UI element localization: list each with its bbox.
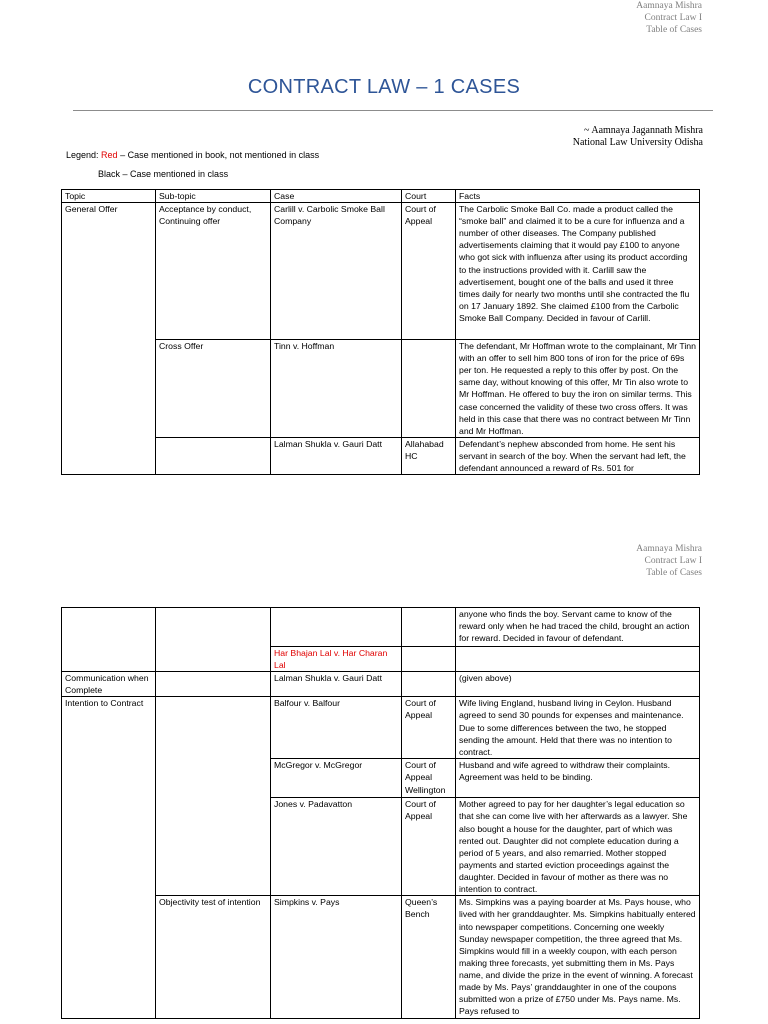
header-author: Aamnaya Mishra [636,544,702,554]
court-cell [402,672,456,697]
subtopic-cell [156,672,271,697]
facts-cell: Husband and wife agreed to withdraw their complaints. Agreement was held to be binding. [456,759,700,798]
court-cell: Court of Appeal [402,798,456,896]
running-header [636,0,702,36]
legend-black-text: Black – Case mentioned in class [98,169,229,179]
header-case: Case [271,190,402,203]
facts-cell: (given above) [456,672,700,697]
legend-prefix: Legend: [66,150,102,160]
facts-cell: The Carbolic Smoke Ball Co. made a product called the “smoke ball” and claimed it to be a cure for influenza and a number of other diseases. The Company published advertisements claiming that it would pay £100 to anyone who got sick with influenza after using its product according to the instructions provided with it. Carlill saw the advertisement, bought one of the balls and used it three times daily for nearly two months until she contracted the flu on 17 January 1892. She claimed £100 from the Carbolic Smoke Ball Company. Decided in favour of Carlill. [456,203,700,340]
subtopic-cell [156,697,271,896]
court-cell: Queen’s Bench [402,896,456,1019]
court-cell: Court of Appeal [402,203,456,340]
case-cell: Carlill v. Carbolic Smoke Ball Company [271,203,402,340]
topic-cell [62,608,156,672]
facts-cell: anyone who finds the boy. Servant came to know of the reward only when he had traced the child, brought an action for reward. Decided in favour of defendant. [456,608,700,647]
header-course: Contract Law I [644,556,702,566]
case-cell: Lalman Shukla v. Gauri Datt [271,438,402,475]
topic-cell: General Offer [62,203,156,475]
facts-cell: The defendant, Mr Hoffman wrote to the complainant, Mr Tinn with an offer to sell him 800 tons of iron for the price of 69s per ton. He requested a reply to this offer by post. On the same day, without knowing of this offer, Mr Tin also wrote to Mr Hoffman. He offered to buy the iron on similar terms. This case concerned the validity of these two cross offers. It was held in this case that there was no contract between Mr Tinn and Mr Hoffman. [456,340,700,438]
legend-red-word: Red [101,150,118,160]
case-cell: Balfour v. Balfour [271,697,402,759]
header-author: Aamnaya Mishra [636,1,702,11]
topic-cell: Communication when Complete [62,672,156,697]
subtopic-cell [156,438,271,475]
cases-table-page2 [61,607,700,1019]
legend-red-text: – Case mentioned in book, not mentioned in class [117,150,320,160]
court-cell [402,340,456,438]
topic-cell: Intention to Contract [62,697,156,1019]
subtopic-cell: Objectivity test of intention [156,896,271,1019]
court-cell: Court of Appeal Wellington [402,759,456,798]
case-cell-red: Har Bhajan Lal v. Har Charan Lal [271,647,402,672]
author-affiliation: National Law University Odisha [572,137,703,148]
facts-cell: Mother agreed to pay for her daughter’s legal education so that she can come live with her afterwards as a lawyer. She also bought a house for the daughter, part of which was rented out. Daughter did not complete education during a period of 5 years, and also remarried. Mother stopped payments and started eviction proceedings against the daughter. Decided in favour of mother as there was no intention to contract. [456,798,700,896]
cases-table-page1 [61,189,700,475]
facts-cell [456,647,700,672]
case-cell: Tinn v. Hoffman [271,340,402,438]
header-topic: Topic [62,190,156,203]
header-subtopic: Sub-topic [156,190,271,203]
case-cell: McGregor v. McGregor [271,759,402,798]
subtopic-cell: Acceptance by conduct, Continuing offer [156,203,271,340]
court-cell: Court of Appeal [402,697,456,759]
running-header-page2 [636,543,702,579]
table-row [62,438,700,475]
header-doc-title: Table of Cases [646,25,702,35]
court-cell [402,647,456,672]
author-name: ~ Aamnaya Jagannath Mishra [584,125,703,136]
court-cell [402,608,456,647]
facts-cell: Defendant’s nephew absconded from home. He sent his servant in search of the boy. When the servant had left, the defendant announced a reward of Rs. 501 for [456,438,700,475]
case-cell [271,608,402,647]
case-cell: Lalman Shukla v. Gauri Datt [271,672,402,697]
case-cell: Simpkins v. Pays [271,896,402,1019]
legend-black-line [98,169,228,180]
table-header-row [62,190,700,203]
table-row [62,608,700,647]
subtopic-cell [156,608,271,672]
header-court: Court [402,190,456,203]
facts-cell: Ms. Simpkins was a paying boarder at Ms. Pays house, who lived with her granddaughter. Ms. Simpkins habitually entered into newspaper competitions. Concerning one weekly Sunday newspaper competition, the three agreed that Ms. Simpkins would fill in a weekly coupon, with each person making three forecasts, yet submitting them in Ms. Pays name, and divide the prize in the event of winning. A forecast made by Ms. Pays’ granddaughter in one of the coupons submitted won a prize of £750 under Ms. Pays name. Ms. Pays refused to [456,896,700,1019]
title-divider [73,110,713,111]
subtopic-cell: Cross Offer [156,340,271,438]
legend-red-line [66,150,319,161]
header-course: Contract Law I [644,13,702,23]
table-row [62,697,700,759]
table-row [62,896,700,1019]
table-row [62,203,700,340]
court-cell: Allahabad HC [402,438,456,475]
table-row [62,672,700,697]
author-block [573,125,703,149]
case-cell: Jones v. Padavatton [271,798,402,896]
header-facts: Facts [456,190,700,203]
table-row [62,340,700,438]
facts-cell: Wife living England, husband living in Ceylon. Husband agreed to send 30 pounds for expenses and maintenance. Due to some differences between the two, he stopped sending the amount. Held that there was no intention to contract. [456,697,700,759]
header-doc-title: Table of Cases [646,568,702,578]
page-title: CONTRACT LAW – 1 CASES [247,76,521,98]
